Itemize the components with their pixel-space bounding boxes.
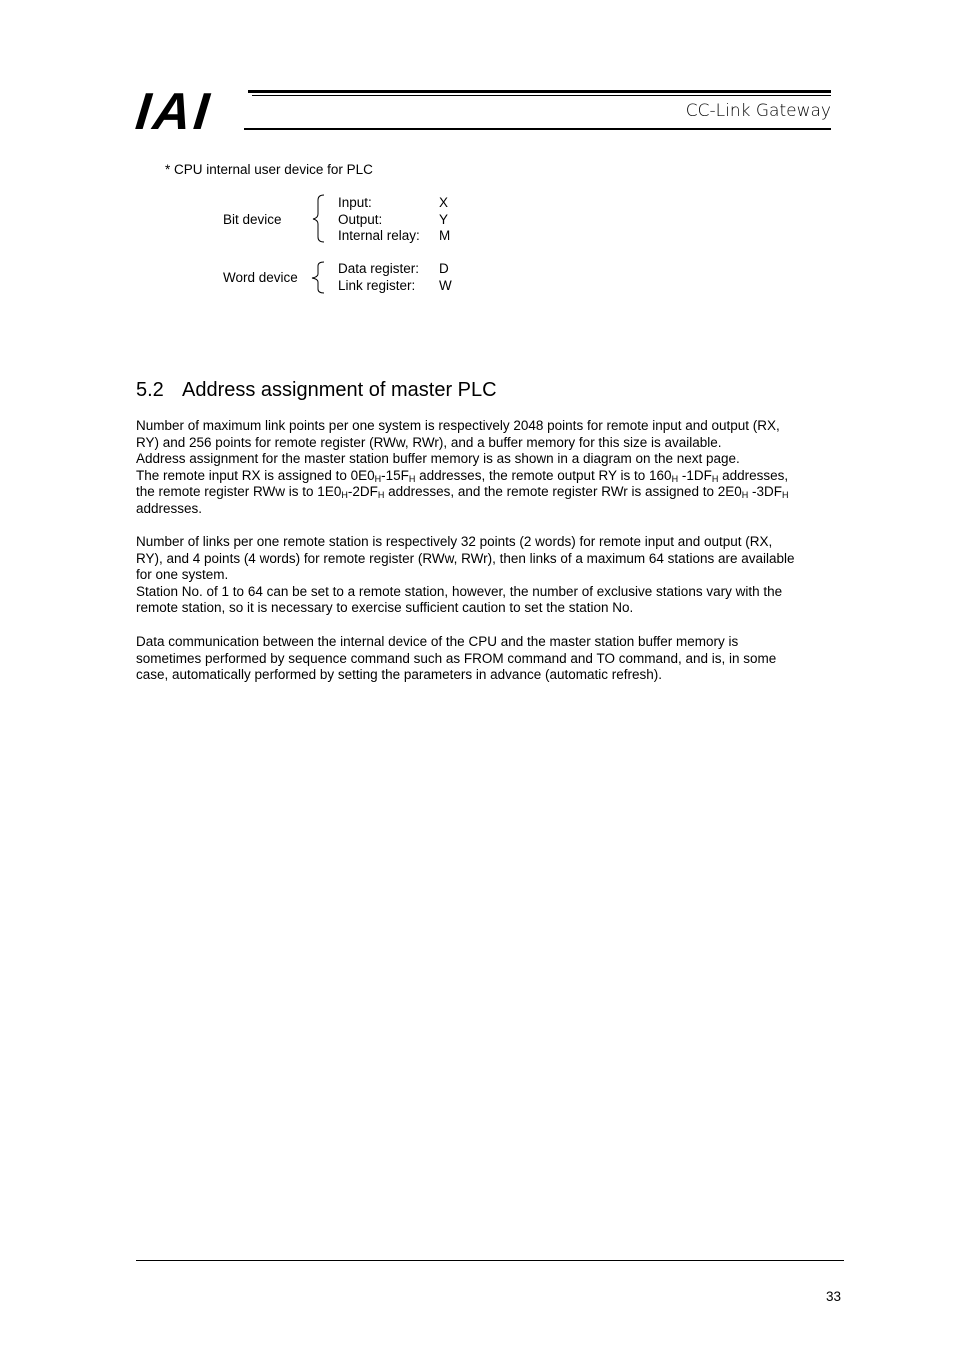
device-item-name: Data register: — [338, 261, 420, 276]
text-line: RY) and 256 points for remote register (RWw, RWr), and a buffer memory for this size is available. — [136, 434, 722, 450]
device-item-code: Y — [439, 212, 449, 227]
device-item-name: Link register: — [338, 278, 416, 293]
device-item-name: Input: — [338, 195, 372, 210]
text-line: Number of links per one remote station is respectively 32 points (2 words) for remote input and output (RX, — [136, 534, 773, 549]
text-line: sometimes performed by sequence command such as FROM command and TO command, and is, in some — [136, 650, 777, 666]
paragraph-remote-stations — [136, 534, 841, 617]
text-line: Address assignment for the master station buffer memory is as shown in a diagram on the next page. — [136, 451, 740, 467]
section-heading — [136, 378, 497, 402]
iai-logo: IAI — [132, 83, 215, 141]
text-line: case, automatically performed by setting the parameters in advance (automatic refresh). — [136, 667, 662, 683]
device-item-code: X — [439, 195, 449, 210]
section-number: 5.2 — [136, 379, 164, 401]
footer-rule — [136, 1260, 844, 1261]
device-item-name: Internal relay: — [338, 228, 420, 243]
device-item-code: D — [439, 261, 449, 276]
word-device-label: Word device — [223, 270, 298, 285]
header-rule-bottom — [244, 128, 831, 130]
text-line: remote station, so it is necessary to exercise sufficient caution to set the station No. — [136, 600, 634, 616]
header-rule-top — [248, 90, 831, 93]
text-line: Station No. of 1 to 64 can be set to a remote station, however, the number of exclusive stations vary with the — [136, 583, 783, 599]
device-item-code: M — [439, 228, 451, 243]
text-line: Data communication between the internal device of the CPU and the master station buffer memory is — [136, 634, 739, 649]
section-title: Address assignment of master PLC — [182, 379, 497, 401]
page-number: 33 — [825, 1289, 841, 1304]
paragraph-data-communication — [136, 634, 841, 684]
bit-device-label: Bit device — [223, 212, 282, 227]
device-note-caption: * CPU internal user device for PLC — [165, 162, 373, 177]
header-rule-top-thin — [252, 95, 831, 96]
device-item-code: W — [439, 278, 452, 293]
text-line: The remote input RX is assigned to $0E0_H-15F_H$ addresses, the remote output RY is to $160_H$ $-1DF_H$ addresses, — [136, 467, 789, 484]
text-line: for one system. — [136, 567, 229, 583]
text-line: addresses. — [136, 500, 203, 516]
text-line: the remote register RWw is to $1E0_H-2DF_H$ addresses, and the remote register RWr is assigned to $2E0_H$ $-3DF_H$ — [136, 484, 789, 501]
text-line: Number of maximum link points per one system is respectively 2048 points for remote input and output (RX, — [136, 418, 780, 433]
word-device-brace — [308, 261, 328, 295]
header-title: CC-Link Gateway — [685, 101, 831, 121]
bit-device-brace — [308, 194, 328, 244]
text-line: RY), and 4 points (4 words) for remote register (RWw, RWr), then links of a maximum 64 stations are available — [136, 550, 795, 566]
paragraph-link-points — [136, 418, 841, 518]
device-item-name: Output: — [338, 212, 383, 227]
